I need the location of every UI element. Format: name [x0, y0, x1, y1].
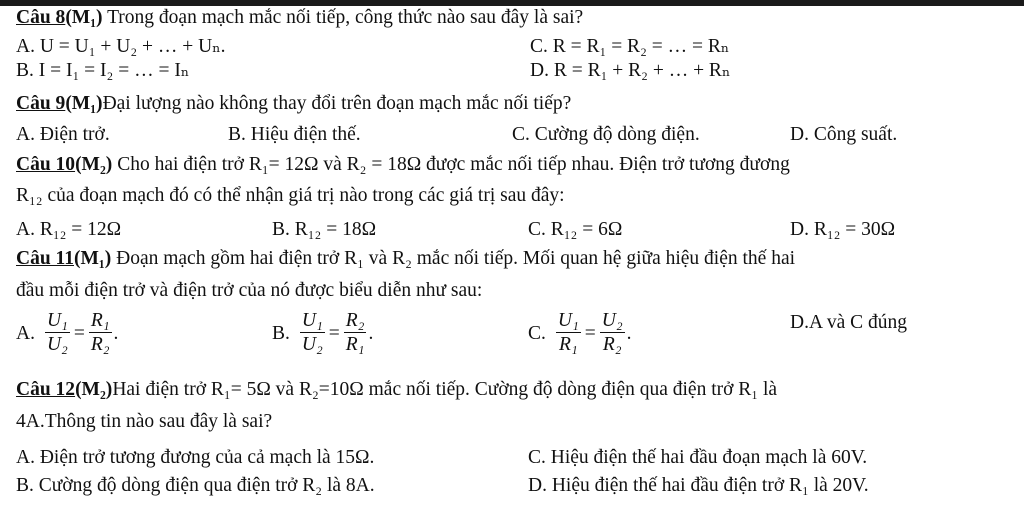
question-12-level: (M₂): [75, 379, 113, 400]
question-9-number: Câu 9: [16, 93, 66, 114]
question-11-level: (M₁): [73, 248, 112, 269]
q8-option-c: C. R = R₁ = R₂ = … = Rₙ: [530, 36, 730, 57]
question-10-text-cont: R₁₂ của đoạn mạch đó có thể nhận giá trị nào trong các giá trị sau đây:: [16, 185, 565, 206]
q9-option-d: D. Công suất.: [790, 124, 898, 145]
q11-c-fraction-left: $\frac{\text{U₁}}{\text{R₁}}$: [557, 310, 579, 355]
q11-option-a-label: A.: [16, 322, 35, 344]
q11-option-d: D.A và C đúng: [790, 312, 907, 333]
q11-b-fraction-right: $\frac{\text{R₂}}{\text{R₁}}$: [345, 310, 365, 355]
question-12-number: Câu 12: [16, 379, 76, 400]
q11-b-fraction-left: $\frac{\text{U₁}}{\text{U₂}}$: [301, 310, 323, 355]
question-8: [16, 6, 583, 30]
q10-option-b: B. R₁₂ = 18Ω: [272, 219, 377, 240]
q11-option-c-label: C.: [528, 322, 546, 344]
question-8-text: Trong đoạn mạch mắc nối tiếp, công thức nào sau đây là sai?: [102, 7, 584, 28]
question-12-text: Hai điện trở R₁= 5Ω và R₂=10Ω mắc nối tiếp. Cường độ dòng điện qua điện trở R₁ là: [112, 379, 778, 400]
question-10-text: Cho hai điện trở R₁= 12Ω và R₂ = 18Ω được mắc nối tiếp nhau. Điện trở tương đương: [112, 154, 790, 175]
q10-option-d: D. R₁₂ = 30Ω: [790, 219, 896, 240]
q12-option-a: A. Điện trở tương đương của cả mạch là 15Ω.: [16, 447, 375, 468]
question-10-number: Câu 10: [16, 154, 76, 175]
q11-c-fraction-right: $\frac{\text{U₂}}{\text{R₂}}$: [601, 310, 623, 355]
question-12-text-cont: 4A.Thông tin nào sau đây là sai?: [16, 411, 273, 432]
q9-option-b: B. Hiệu điện thế.: [228, 124, 361, 145]
q11-option-c: C. $\frac{\text{U₁}}{\text{R₁}}$ = $\frac{\text{U₂}}{\text{R₂}}$ .: [528, 310, 632, 355]
question-10-level: (M₂): [75, 154, 113, 175]
q11-a-fraction-left: $\frac{\text{U₁}}{\text{U₂}}$: [46, 310, 68, 355]
question-11: [16, 247, 795, 271]
question-9-level: (M₁): [65, 93, 103, 114]
q8-option-d: D. R = R₁ + R₂ + … + Rₙ: [530, 60, 731, 81]
q8-option-b: B. I = I₁ = I₂ = … = Iₙ: [16, 60, 190, 81]
question-10: [16, 153, 790, 177]
q12-option-c: C. Hiệu điện thế hai đầu đoạn mạch là 60V.: [528, 447, 868, 468]
q11-option-a: A. $\frac{\text{U₁}}{\text{U₂}}$ = $\frac{\text{R₁}}{\text{R₂}}$ .: [16, 310, 119, 355]
q10-option-a: A. R₁₂ = 12Ω: [16, 219, 122, 240]
q12-option-d: D. Hiệu điện thế hai đầu điện trở R₁ là 20V.: [528, 475, 869, 496]
q11-option-b: B. $\frac{\text{U₁}}{\text{U₂}}$ = $\frac{\text{R₂}}{\text{R₁}}$ .: [272, 310, 374, 355]
q11-a-fraction-right: $\frac{\text{R₁}}{\text{R₂}}$: [90, 310, 110, 355]
q9-option-c: C. Cường độ dòng điện.: [512, 124, 700, 145]
question-8-number: Câu 8: [16, 7, 66, 28]
question-11-number: Câu 11: [16, 248, 74, 269]
q12-option-b: B. Cường độ dòng điện qua điện trở R₂ là 8A.: [16, 475, 375, 496]
question-11-text: Đoạn mạch gồm hai điện trở R₁ và R₂ mắc nối tiếp. Mối quan hệ giữa hiệu điện thế hai: [111, 248, 796, 269]
question-8-level: (M₁): [65, 7, 103, 28]
question-12: [16, 378, 777, 402]
question-9: [16, 92, 571, 116]
q11-option-b-label: B.: [272, 322, 290, 344]
question-9-text: Đại lượng nào không thay đổi trên đoạn mạch mắc nối tiếp?: [102, 93, 572, 114]
q8-option-a: A. U = U₁ + U₂ + … + Uₙ.: [16, 36, 226, 57]
question-11-text-cont: đầu mỗi điện trở và điện trở của nó được biểu diễn như sau:: [16, 280, 483, 301]
q9-option-a: A. Điện trở.: [16, 124, 110, 145]
q10-option-c: C. R₁₂ = 6Ω: [528, 219, 623, 240]
